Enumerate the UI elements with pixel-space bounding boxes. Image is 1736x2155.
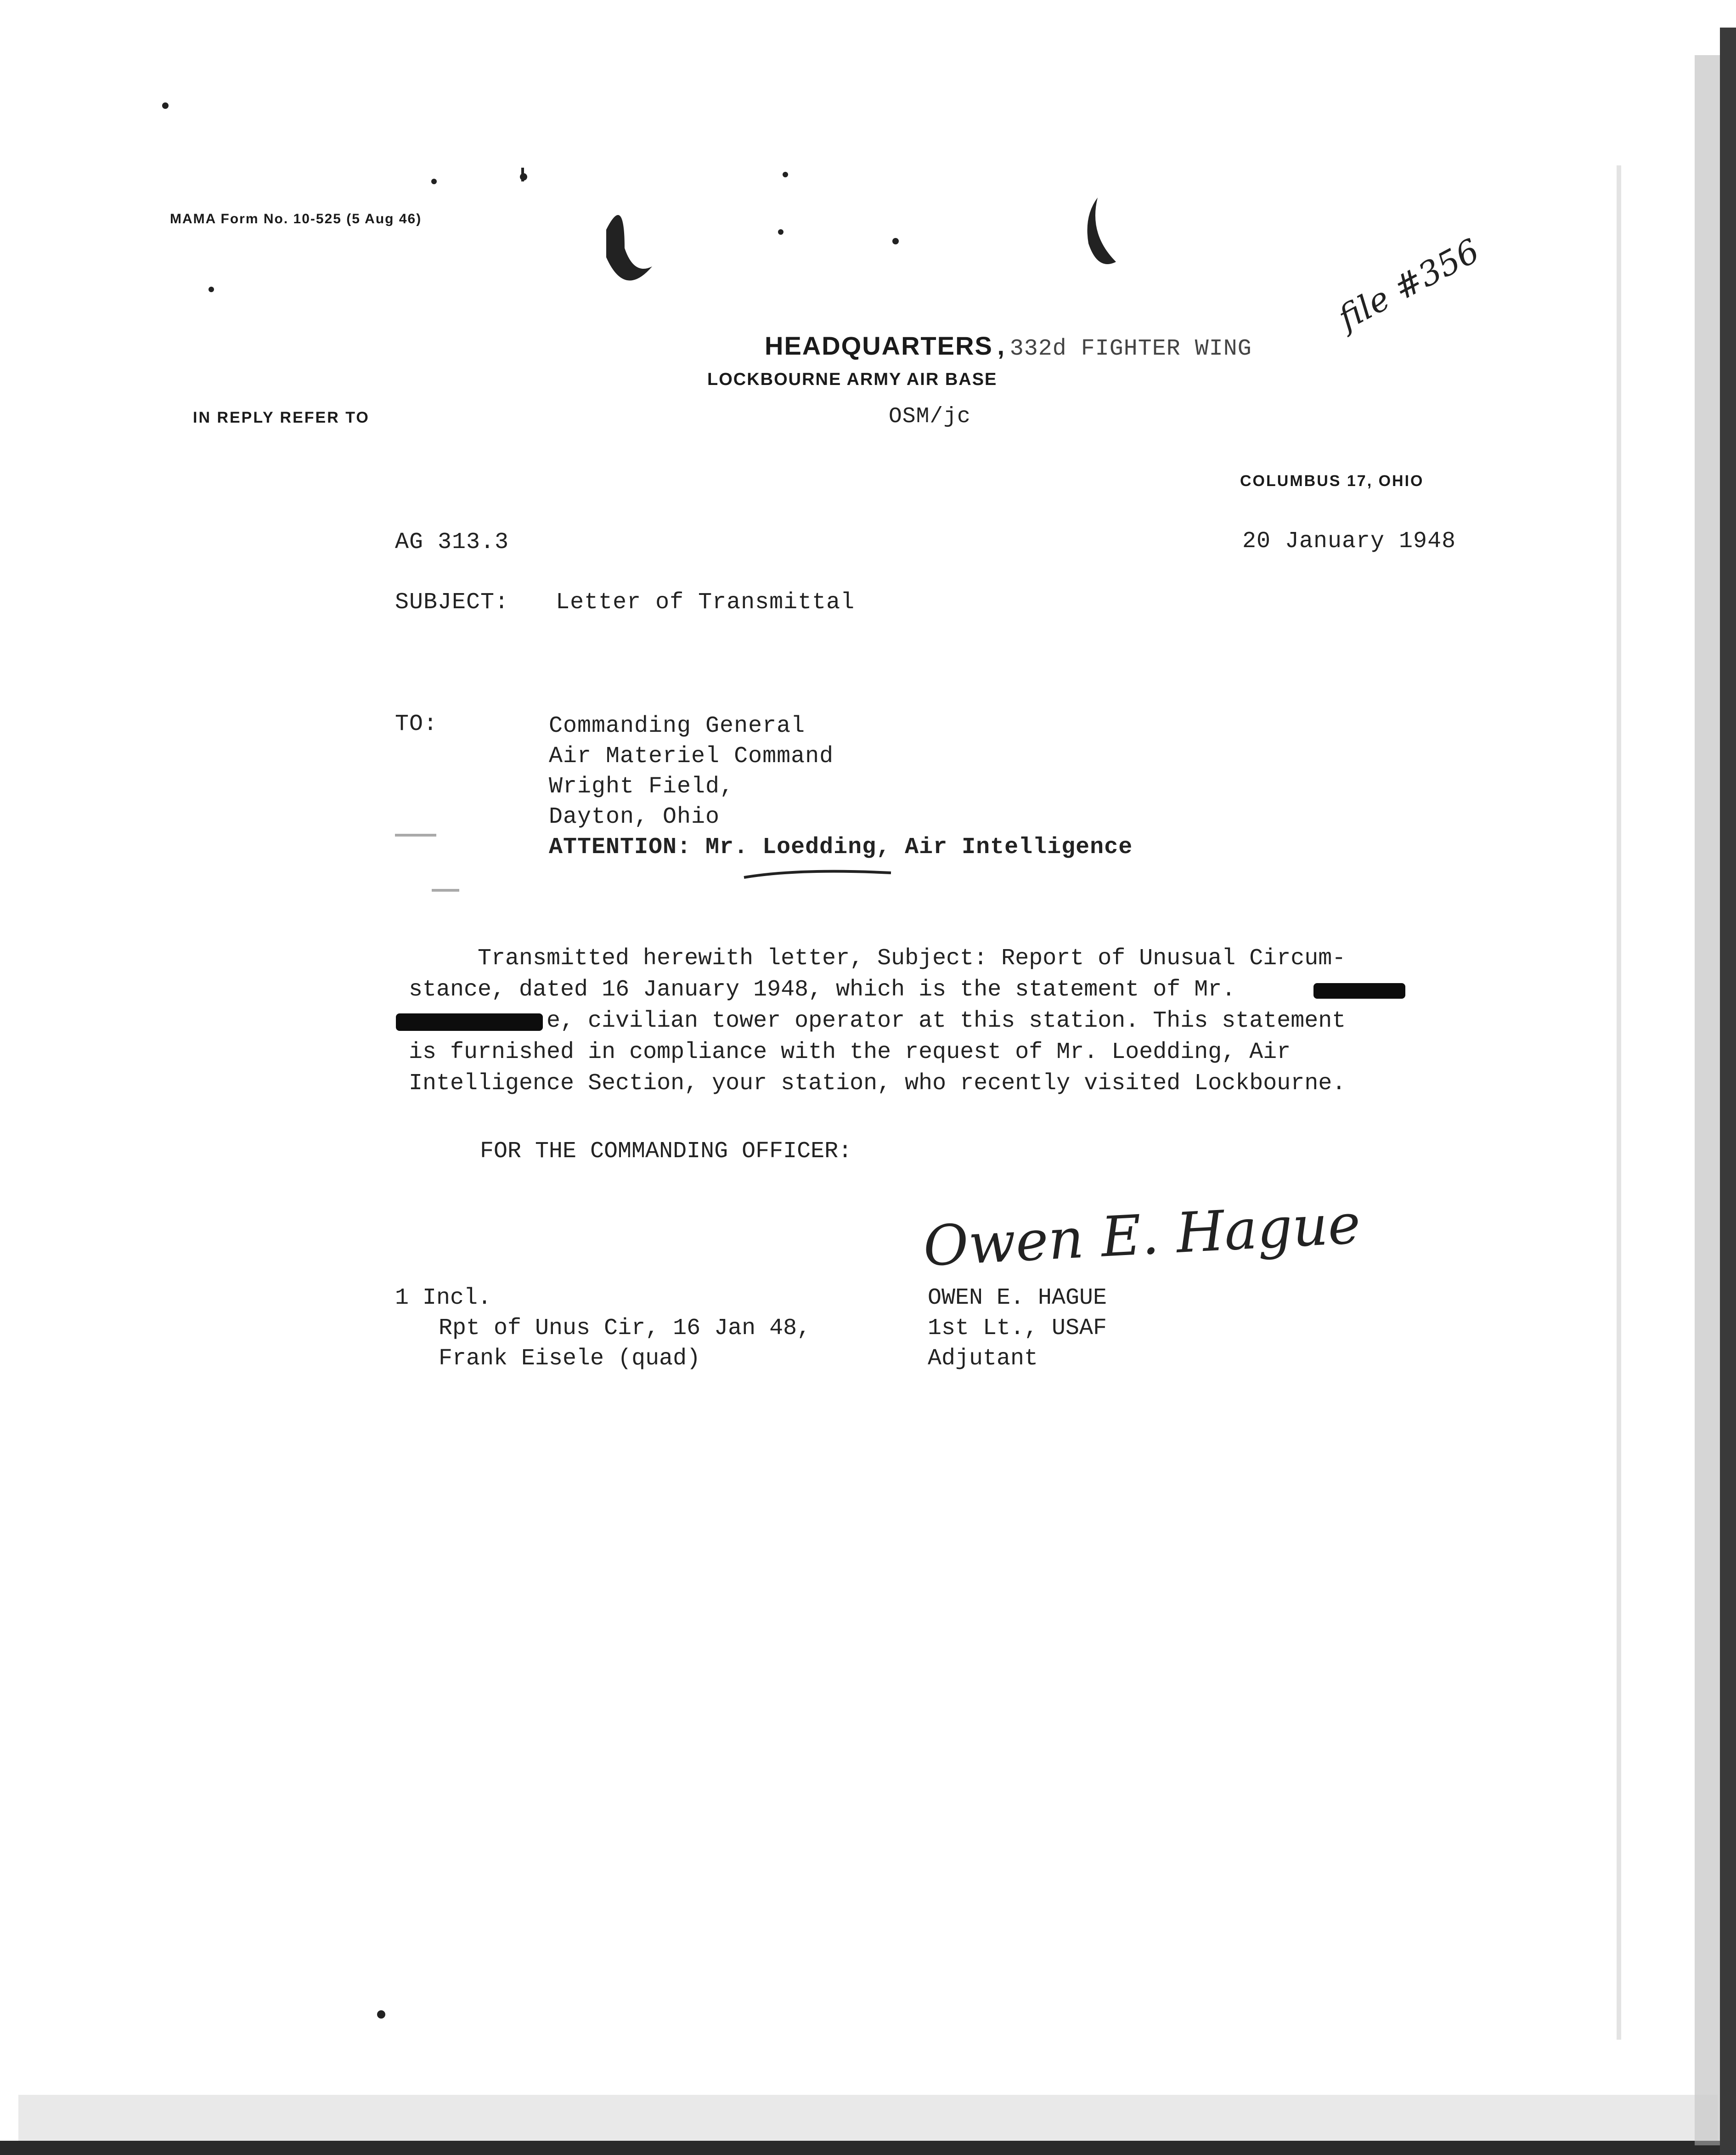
letter-date: 20 January 1948 <box>1242 528 1456 554</box>
hq-unit: 332d FIGHTER WING <box>1009 336 1252 362</box>
file-reference: AG 313.3 <box>395 529 509 555</box>
reply-label: IN REPLY REFER TO <box>193 409 370 426</box>
enclosure-line: Rpt of Unus Cir, 16 Jan 48, <box>439 1315 811 1341</box>
base-name: LOCKBOURNE ARMY AIR BASE <box>707 370 998 389</box>
addressee-line: Dayton, Ohio <box>549 804 720 830</box>
signer-title: Adjutant <box>928 1346 1038 1372</box>
body-line: Intelligence Section, your station, who recently visited Lockbourne. <box>409 1070 1346 1097</box>
form-number: MAMA Form No. 10-525 (5 Aug 46) <box>170 211 422 226</box>
enclosure-line: Frank Eisele (quad) <box>439 1346 701 1372</box>
subject-label: SUBJECT: <box>395 589 509 616</box>
body-line: is furnished in compliance with the request of Mr. Loedding, Air <box>409 1039 1291 1065</box>
subject-text: Letter of Transmittal <box>556 589 855 616</box>
body-line: Transmitted herewith letter, Subject: Report of Unusual Circum- <box>478 945 1346 972</box>
body-paragraph <box>409 945 1419 1102</box>
signer-name: OWEN E. HAGUE <box>928 1285 1107 1311</box>
enclosure-block <box>395 1283 811 1374</box>
hq-label: HEADQUARTERS <box>765 331 993 360</box>
attention-line: ATTENTION: Mr. Loedding, Air Intelligence <box>549 834 1133 860</box>
handwritten-signature: Owen E. Hague <box>922 1192 1362 1279</box>
location: COLUMBUS 17, OHIO <box>1240 472 1424 490</box>
addressee-line: Wright Field, <box>549 774 734 800</box>
redaction-bar <box>1313 983 1405 999</box>
to-label: TO: <box>395 711 438 737</box>
reference-initials: OSM/jc <box>889 404 971 429</box>
body-line: stance, dated 16 January 1948, which is the statement of Mr. <box>409 977 1236 1003</box>
letterhead-title: HEADQUARTERS , 332d FIGHTER WING <box>765 331 1252 362</box>
signer-rank: 1st Lt., USAF <box>928 1315 1107 1341</box>
closing-line: FOR THE COMMANDING OFFICER: <box>480 1138 852 1165</box>
addressee-block <box>549 711 1133 863</box>
redaction-bar <box>396 1013 543 1031</box>
body-line: e, civilian tower operator at this station. This statement <box>547 1008 1346 1034</box>
handwritten-file-note: file #356 <box>1332 231 1486 338</box>
addressee-line: Commanding General <box>549 713 806 739</box>
subject-row <box>395 589 855 616</box>
addressee-line: Air Materiel Command <box>549 743 834 769</box>
enclosure-label: 1 Incl. <box>395 1285 492 1311</box>
signer-block <box>928 1283 1107 1374</box>
